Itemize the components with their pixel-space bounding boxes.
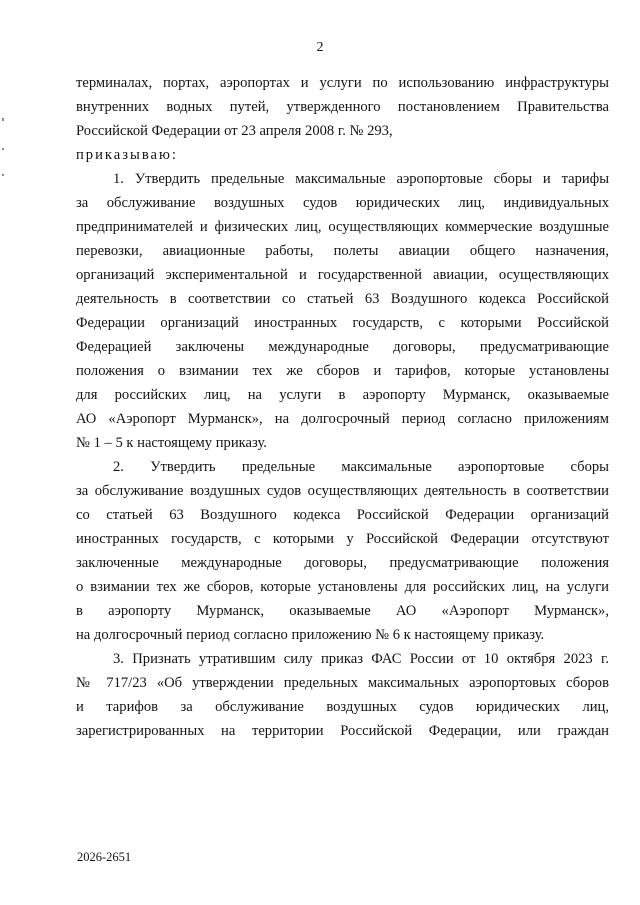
text-line: 2. Утвердить предельные максимальные аэропортовые сборы bbox=[113, 459, 609, 475]
text-line: приказываю: bbox=[76, 147, 178, 163]
document-registration-number: 2026-2651 bbox=[77, 850, 132, 864]
text-line: АО «Аэропорт Мурманск», на долгосрочный период согласно приложениям bbox=[76, 411, 609, 427]
text-line: № 717/23 «Об утверждении предельных максимальных аэропортовых сборов bbox=[76, 675, 609, 691]
text-line: деятельность в соответствии со статьей 63 Воздушного кодекса Российской bbox=[76, 291, 609, 307]
text-line: перевозки, авиационные работы, полеты авиации общего назначения, bbox=[76, 243, 609, 259]
text-line: Федерацией заключены международные договоры, предусматривающие bbox=[76, 339, 609, 355]
text-line: 3. Признать утратившим силу приказ ФАС России от 10 октября 2023 г. bbox=[113, 651, 609, 667]
text-line: и тарифов за обслуживание воздушных судов юридических лиц, bbox=[76, 699, 609, 715]
scan-artifact bbox=[2, 174, 4, 176]
text-line: со статьей 63 Воздушного кодекса Российской Федерации организаций bbox=[76, 507, 609, 523]
text-line: 1. Утвердить предельные максимальные аэропортовые сборы и тарифы bbox=[113, 171, 609, 187]
text-line: заключенные международные договоры, предусматривающие положения bbox=[76, 555, 609, 571]
text-line: положения о взимании тех же сборов и тарифов, которые установлены bbox=[76, 363, 609, 379]
page-number: 2 bbox=[316, 40, 324, 55]
document-body bbox=[76, 71, 609, 743]
text-line: внутренних водных путей, утвержденного постановлением Правительства bbox=[76, 99, 609, 115]
text-line: для российских лиц, на услуги в аэропорту Мурманск, оказываемые bbox=[76, 387, 609, 403]
scan-artifact bbox=[2, 118, 4, 121]
text-line: за обслуживание воздушных судов юридических лиц, индивидуальных bbox=[76, 195, 609, 211]
text-line: за обслуживание воздушных судов осуществляющих деятельность в соответствии bbox=[76, 483, 609, 499]
text-line: Федерации организаций иностранных государств, с которыми Российской bbox=[76, 315, 609, 331]
scan-artifact bbox=[2, 148, 4, 150]
text-line: иностранных государств, с которыми у Российской Федерации отсутствуют bbox=[76, 531, 609, 547]
text-line: зарегистрированных на территории Российской Федерации, или граждан bbox=[76, 723, 609, 739]
text-line: организаций экспериментальной и государственной авиации, осуществляющих bbox=[76, 267, 609, 283]
text-line: в аэропорту Мурманск, оказываемые АО «Аэропорт Мурманск», bbox=[76, 603, 609, 619]
text-line: о взимании тех же сборов, которые установлены для российских лиц, на услуги bbox=[76, 579, 609, 595]
text-line: Российской Федерации от 23 апреля 2008 г. № 293, bbox=[76, 123, 393, 139]
text-line: терминалах, портах, аэропортах и услуги по использованию инфраструктуры bbox=[76, 75, 609, 91]
text-line: № 1 – 5 к настоящему приказу. bbox=[76, 435, 267, 451]
text-line: предпринимателей и физических лиц, осуществляющих коммерческие воздушные bbox=[76, 219, 609, 235]
text-line: на долгосрочный период согласно приложению № 6 к настоящему приказу. bbox=[76, 627, 545, 643]
